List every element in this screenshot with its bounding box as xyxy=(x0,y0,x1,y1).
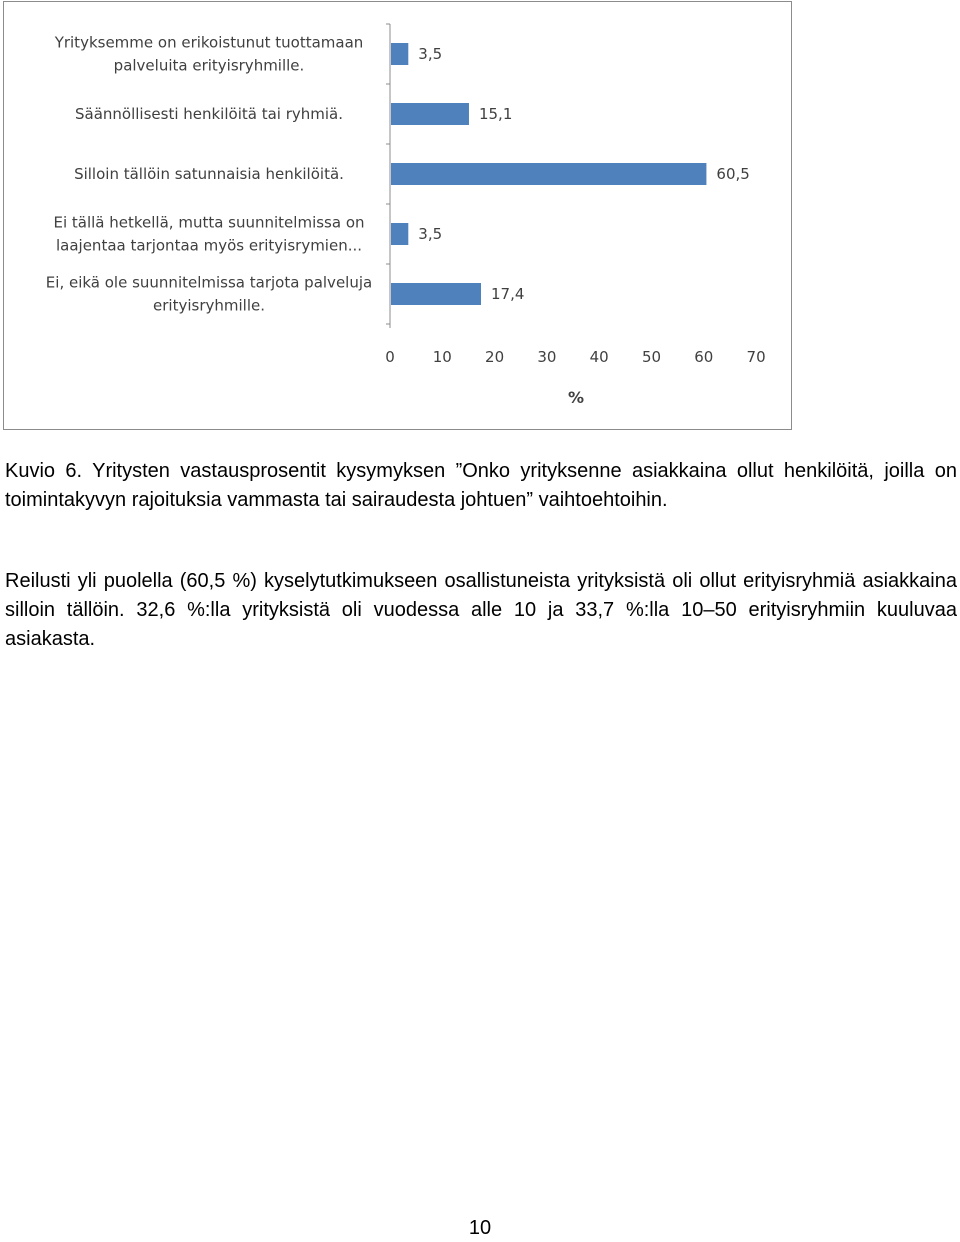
x-tick-label: 40 xyxy=(589,348,609,366)
chart-svg xyxy=(4,2,793,431)
category-label: erityisryhmille. xyxy=(153,296,265,315)
bar xyxy=(391,103,469,125)
x-tick-label: 30 xyxy=(537,348,557,366)
data-label: 3,5 xyxy=(418,225,443,243)
data-label: 60,5 xyxy=(716,165,750,183)
bar xyxy=(391,163,706,185)
body-paragraph: Reilusti yli puolella (60,5 %) kyselytutkimukseen osallistuneista yrityksistä oli ollut erityisryhmiä asiakkaina silloin tällöin. 32,6 %:lla yrityksistä oli vuodessa alle 10 ja 33,7 %:lla 10–50 erityisryhmiin kuuluvaa asiakasta. xyxy=(5,570,957,650)
x-tick-label: 60 xyxy=(694,348,714,366)
category-label: palveluita erityisryhmille. xyxy=(113,56,305,75)
bar xyxy=(391,43,408,65)
x-tick-label: 70 xyxy=(746,348,766,366)
page-number: 10 xyxy=(468,1217,492,1239)
x-tick-label: 0 xyxy=(385,348,395,366)
category-label: Yrityksemme on erikoistunut tuottamaan xyxy=(54,33,364,52)
x-tick-label: 50 xyxy=(641,348,662,366)
data-label: 3,5 xyxy=(418,45,443,63)
category-label: Ei, eikä ole suunnitelmissa tarjota palveluja xyxy=(45,273,373,292)
x-tick-label: 20 xyxy=(485,348,505,366)
category-label: Ei tällä hetkellä, mutta suunnitelmissa on xyxy=(53,213,365,232)
x-tick-label: 10 xyxy=(432,348,452,366)
x-axis-title: % xyxy=(567,388,585,407)
category-label: Säännöllisesti henkilöitä tai ryhmiä. xyxy=(74,105,344,123)
category-label: laajentaa tarjontaa myös erityisrymien... xyxy=(55,236,363,255)
data-label: 17,4 xyxy=(491,285,525,303)
data-label: 15,1 xyxy=(478,105,513,123)
category-label: Silloin tällöin satunnaisia henkilöitä. xyxy=(74,165,344,183)
figure-caption: Kuvio 6. Yritysten vastausprosentit kysymyksen ”Onko yrityksenne asiakkaina ollut henkilöitä, joilla on toimintakyvyn rajoituksia vammasta tai sairaudesta johtuen” vaihtoehtoihin. xyxy=(5,460,957,511)
bar xyxy=(391,283,481,305)
bar-chart xyxy=(3,1,792,430)
bar xyxy=(391,223,408,245)
